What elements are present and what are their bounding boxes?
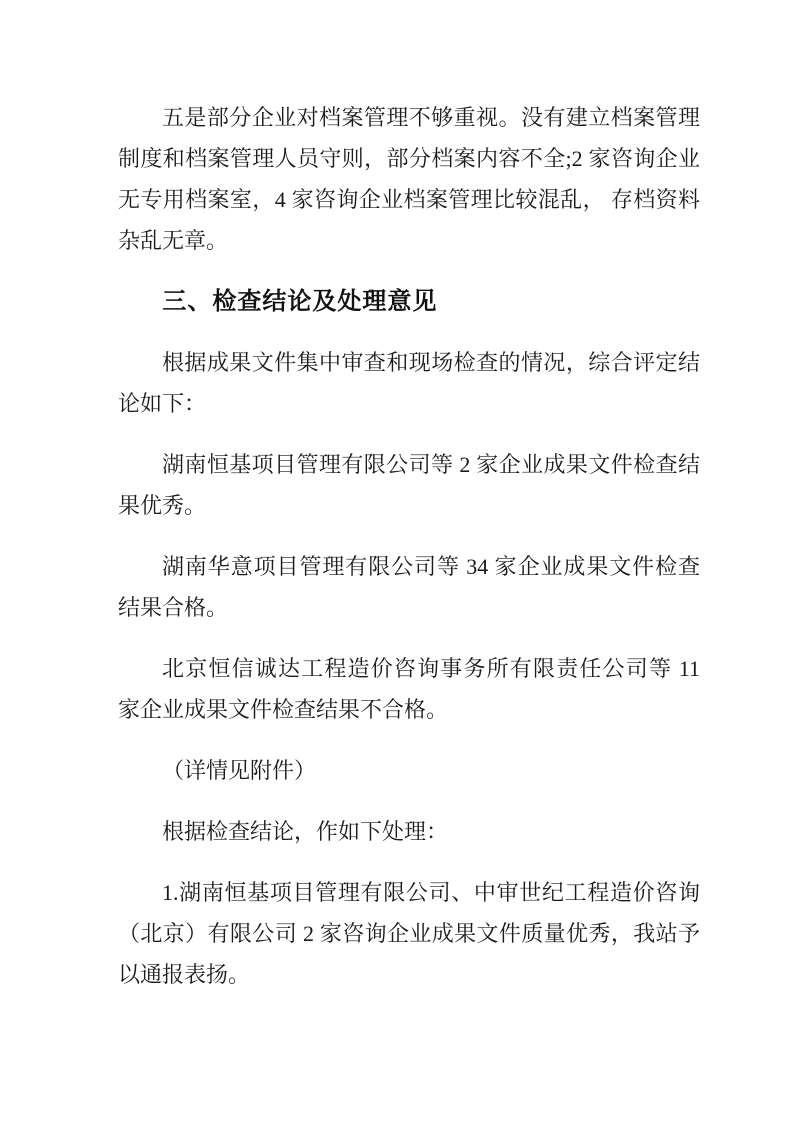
paragraph-see-attachment: （详情见附件） bbox=[162, 758, 317, 783]
paragraph-evaluation-intro: 根据成果文件集中审查和现场检查的情况，综合评定结论如下： bbox=[118, 350, 700, 416]
paragraph-handling-intro: 根据检查结论，作如下处理： bbox=[162, 819, 449, 844]
paragraph-unqualified-result: 北京恒信诚达工程造价咨询事务所有限责任公司等 11 家企业成果文件检查结果不合格。 bbox=[118, 656, 700, 722]
paragraph-point-five-archive-management: 五是部分企业对档案管理不够重视。没有建立档案管理制度和档案管理人员守则，部分档案内容不全;2 家咨询企业无专用档案室，4 家咨询企业档案管理比较混乱， 存档资料杂乱无章。 bbox=[118, 105, 700, 253]
section-heading-conclusions-and-handling: 三、检查结论及处理意见 bbox=[162, 288, 438, 315]
paragraph-excellent-result: 湖南恒基项目管理有限公司等 2 家企业成果文件检查结果优秀。 bbox=[118, 452, 700, 518]
paragraph-qualified-result: 湖南华意项目管理有限公司等 34 家企业成果文件检查结果合格。 bbox=[118, 554, 700, 620]
paragraph-handling-item-1: 1.湖南恒基项目管理有限公司、中审世纪工程造价咨询（北京）有限公司 2 家咨询企业成果文件质量优秀，我站予以通报表扬。 bbox=[118, 880, 700, 987]
